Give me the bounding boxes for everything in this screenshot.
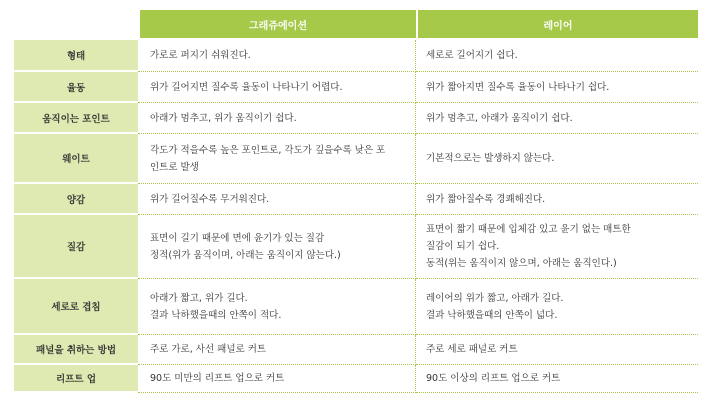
gyro-cell — [138, 40, 416, 72]
layer-cell — [416, 279, 698, 335]
cell-text: 위가 짧아지면 질수록 율동이 나타나기 쉽다. — [426, 81, 610, 93]
gyro-cell — [138, 103, 416, 134]
layer-cell — [416, 134, 698, 184]
gyro-cell — [138, 184, 416, 215]
cell-text: 주로 가로, 사선 패널로 커트 — [150, 344, 267, 355]
table-header — [14, 10, 698, 40]
cell-text: 아래가 짧고, 위가 길다. — [150, 292, 248, 304]
header-corner-cell — [14, 10, 138, 40]
layer-cell — [416, 103, 698, 134]
table-body — [14, 40, 698, 393]
header-layer: 레이어 — [416, 10, 698, 40]
cell-text: 표면이 길기 때문에 면에 윤기가 있는 질감 — [150, 232, 325, 244]
cell-text: 90도 이상의 리프트 업으로 커트 — [426, 373, 561, 384]
row-label: 패널을 취하는 방법 — [14, 335, 138, 365]
layer-cell — [416, 365, 698, 393]
cell-text: 결과 낙하했을때의 안쪽이 넓다. — [426, 309, 558, 321]
comparison-table — [14, 10, 698, 393]
table-row-texture — [14, 215, 698, 279]
gyro-cell — [138, 279, 416, 335]
gyro-cell — [138, 335, 416, 365]
cell-text: 아래가 멈추고, 위가 움직이기 쉽다. — [150, 112, 297, 124]
header-row — [14, 10, 698, 40]
layer-cell — [416, 72, 698, 103]
gyro-cell — [138, 72, 416, 103]
cell-text: 각도가 적을수록 높은 포인트로, 각도가 깊을수록 낮은 포 — [150, 144, 386, 156]
cell-text: 위가 길어지면 질수록 율동이 나타나기 어렵다. — [150, 81, 343, 93]
row-label: 웨이트 — [14, 134, 138, 184]
cell-text: 동적(위는 움직이지 않으며, 아래는 움직인다.) — [426, 258, 617, 269]
row-label: 리프트 업 — [14, 365, 138, 393]
cell-text: 가로로 퍼지기 쉬워진다. — [150, 50, 251, 61]
cell-text: 결과 낙하했을때의 안쪽이 적다. — [150, 309, 282, 321]
table-row-volume — [14, 184, 698, 215]
header-gyro: 그래쥬에이션 — [138, 10, 416, 40]
gyro-cell — [138, 215, 416, 279]
cell-text: 기본적으로는 발생하지 않는다. — [426, 153, 555, 164]
cell-text: 정적(위가 움직이며, 아래는 움직이지 않는다.) — [150, 249, 341, 261]
row-label: 율동 — [14, 72, 138, 103]
cell-text: 위가 멈추고, 아래가 움직이기 쉽다. — [426, 112, 573, 124]
cell-text: 질감이 되기 쉽다. — [426, 241, 500, 252]
row-label: 형태 — [14, 40, 138, 72]
layer-cell — [416, 40, 698, 72]
cell-text: 위가 짧아질수록 경쾌해진다. — [426, 193, 546, 205]
row-label: 질감 — [14, 215, 138, 279]
table-row-lift-up — [14, 365, 698, 393]
layer-cell — [416, 335, 698, 365]
cell-text: 표면이 짧기 때문에 입체감 있고 윤기 없는 매트한 — [426, 224, 631, 235]
row-label: 세로로 겹침 — [14, 279, 138, 335]
row-label: 움직이는 포인트 — [14, 103, 138, 134]
layer-cell — [416, 215, 698, 279]
layer-cell — [416, 184, 698, 215]
table-row-vertical-overlap — [14, 279, 698, 335]
gyro-cell — [138, 365, 416, 393]
table-row-weight — [14, 134, 698, 184]
table-row-rhythm — [14, 72, 698, 103]
table-row-shape — [14, 40, 698, 72]
table-row-panel-method — [14, 335, 698, 365]
cell-text: 세로로 길어지기 쉽다. — [426, 50, 518, 61]
table-row-moving-point — [14, 103, 698, 134]
cell-text: 레이어의 위가 짧고, 아래가 길다. — [426, 292, 564, 304]
cell-text: 위가 길어질수록 무거워진다. — [150, 193, 270, 205]
cell-text: 인트로 발생 — [150, 161, 199, 173]
gyro-cell — [138, 134, 416, 184]
row-label: 양감 — [14, 184, 138, 215]
cell-text: 주로 세로 패널로 커트 — [426, 344, 518, 355]
cell-text: 90도 미만의 리프트 업으로 커트 — [150, 373, 285, 384]
